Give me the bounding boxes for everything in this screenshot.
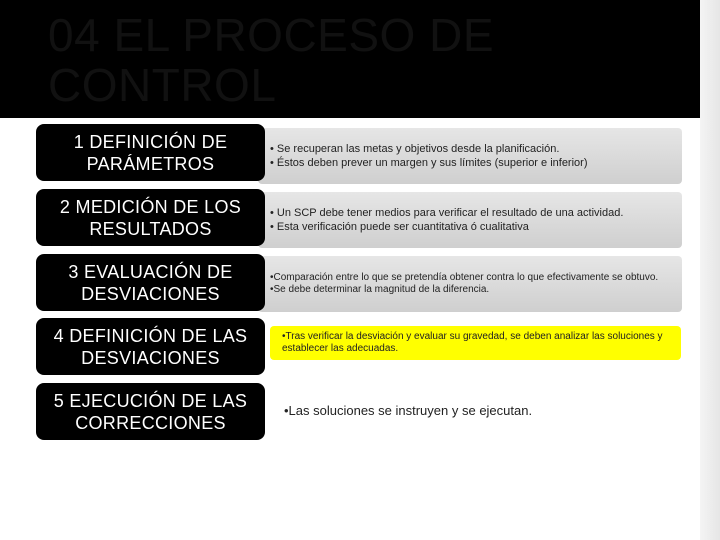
step-1-description xyxy=(258,128,682,184)
step-5-label: 5 EJECUCIÓN DE LAS CORRECCIONES xyxy=(53,390,248,433)
step-3-label: 3 EVALUACIÓN DE DESVIACIONES xyxy=(68,261,233,304)
step-2-line-1: • Un SCP debe tener medios para verificar el resultado de una actividad. xyxy=(270,207,624,219)
step-5-box xyxy=(36,383,265,440)
step-3-description xyxy=(258,256,682,312)
step-4-box xyxy=(36,318,265,375)
step-4-label: 4 DEFINICIÓN DE LAS DESVIACIONES xyxy=(53,325,248,368)
step-1-box xyxy=(36,124,265,181)
side-decoration xyxy=(700,0,720,540)
step-1-line-1: • Se recuperan las metas y objetivos desde la planificación. xyxy=(270,143,560,155)
step-4-description xyxy=(270,326,681,360)
step-4-line-1: •Tras verificar la desviación y evaluar su gravedad, se deben analizar las soluciones y establecer las adecuadas. xyxy=(282,331,663,354)
step-2-box xyxy=(36,189,265,246)
slide-title: 04 EL PROCESO DE CONTROL xyxy=(48,9,495,111)
step-3-line-1: •Comparación entre lo que se pretendía obtener contra lo que efectivamente se obtuvo. xyxy=(270,272,659,283)
step-3-box xyxy=(36,254,265,311)
step-3-line-2: •Se debe determinar la magnitud de la diferencia. xyxy=(270,284,490,295)
step-1-label: 1 DEFINICIÓN DE PARÁMETROS xyxy=(73,131,228,174)
step-5-description xyxy=(258,383,682,439)
step-2-description xyxy=(258,192,682,248)
step-5-line-1: •Las soluciones se instruyen y se ejecutan. xyxy=(284,403,533,418)
step-2-label: 2 MEDICIÓN DE LOS RESULTADOS xyxy=(59,196,242,239)
step-2-line-2: • Esta verificación puede ser cuantitativa ó cualitativa xyxy=(270,221,529,233)
step-1-line-2: • Éstos deben prever un margen y sus límites (superior e inferior) xyxy=(270,157,588,169)
